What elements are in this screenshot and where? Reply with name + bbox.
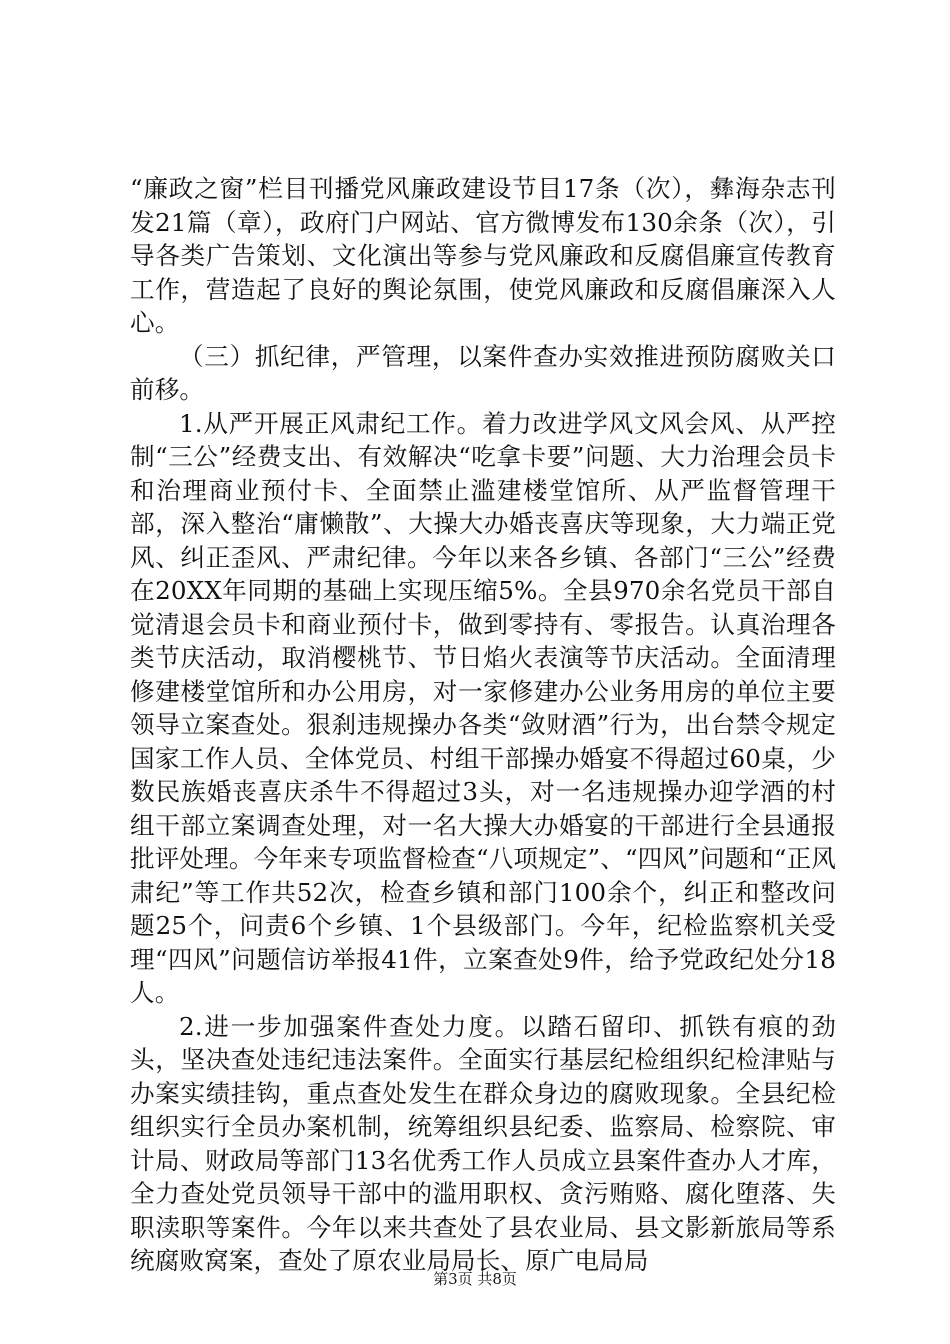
section-heading-3: （三）抓纪律，严管理，以案件查办实效推进预防腐败关口前移。	[130, 341, 836, 404]
document-body	[130, 172, 836, 1278]
paragraph-case-handling: 2.进一步加强案件查处力度。以踏石留印、抓铁有痕的劲头，坚决查处违纪违法案件。全面实行基层纪检组织纪检津贴与办案实绩挂钩，重点查处发生在群众身边的腐败现象。全县纪检组织实行全员办案机制，统筹组织县纪委、监察局、检察院、审计局、财政局等部门13名优秀工作人员成立县案件查办人才库，全力查处党员领导干部中的滥用职权、贪污贿赂、腐化堕落、失职渎职等案件。今年以来共查处了县农业局、县文影新旅局等系统腐败窝案，查处了原农业局局长、原广电局局	[130, 1011, 836, 1275]
page-footer: 第3页 共8页	[433, 1270, 517, 1288]
paragraph-discipline: 1.从严开展正风肃纪工作。着力改进学风文风会风、从严控制“三公”经费支出、有效解决“吃拿卡要”问题、大力治理会员卡和治理商业预付卡、全面禁止滥建楼堂馆所、从严监督管理干部，深入整治“庸懒散”、大操大办婚丧喜庆等现象，大力端正党风、纠正歪风、严肃纪律。今年以来各乡镇、各部门“三公”经费在20XX年同期的基础上实现压缩5%。全县970余名党员干部自觉清退会员卡和商业预付卡，做到零持有、零报告。认真治理各类节庆活动，取消樱桃节、节日焰火表演等节庆活动。全面清理修建楼堂馆所和办公用房，对一家修建办公业务用房的单位主要领导立案查处。狠刹违规操办各类“敛财酒”行为，出台禁令规定国家工作人员、全体党员、村组干部操办婚宴不得超过60桌，少数民族婚丧喜庆杀牛不得超过3头，对一名违规操办迎学酒的村组干部立案调查处理，对一名大操大办婚宴的干部进行全县通报批评处理。今年来专项监督检查“八项规定”、“四风”问题和“正风肃纪”等工作共52次，检查乡镇和部门100余个，纠正和整改问题25个，问责6个乡镇、1个县级部门。今年，纪检监察机关受理“四风”问题信访举报41件，立案查处9件，给予党政纪处分18人。	[130, 408, 836, 1007]
paragraph-continuation: “廉政之窗”栏目刊播党风廉政建设节目17条（次），彝海杂志刊发21篇（章），政府门户网站、官方微博发布130余条（次），引导各类广告策划、文化演出等参与党风廉政和反腐倡廉宣传教育工作，营造起了良好的舆论氛围，使党风廉政和反腐倡廉深入人心。	[130, 174, 836, 337]
